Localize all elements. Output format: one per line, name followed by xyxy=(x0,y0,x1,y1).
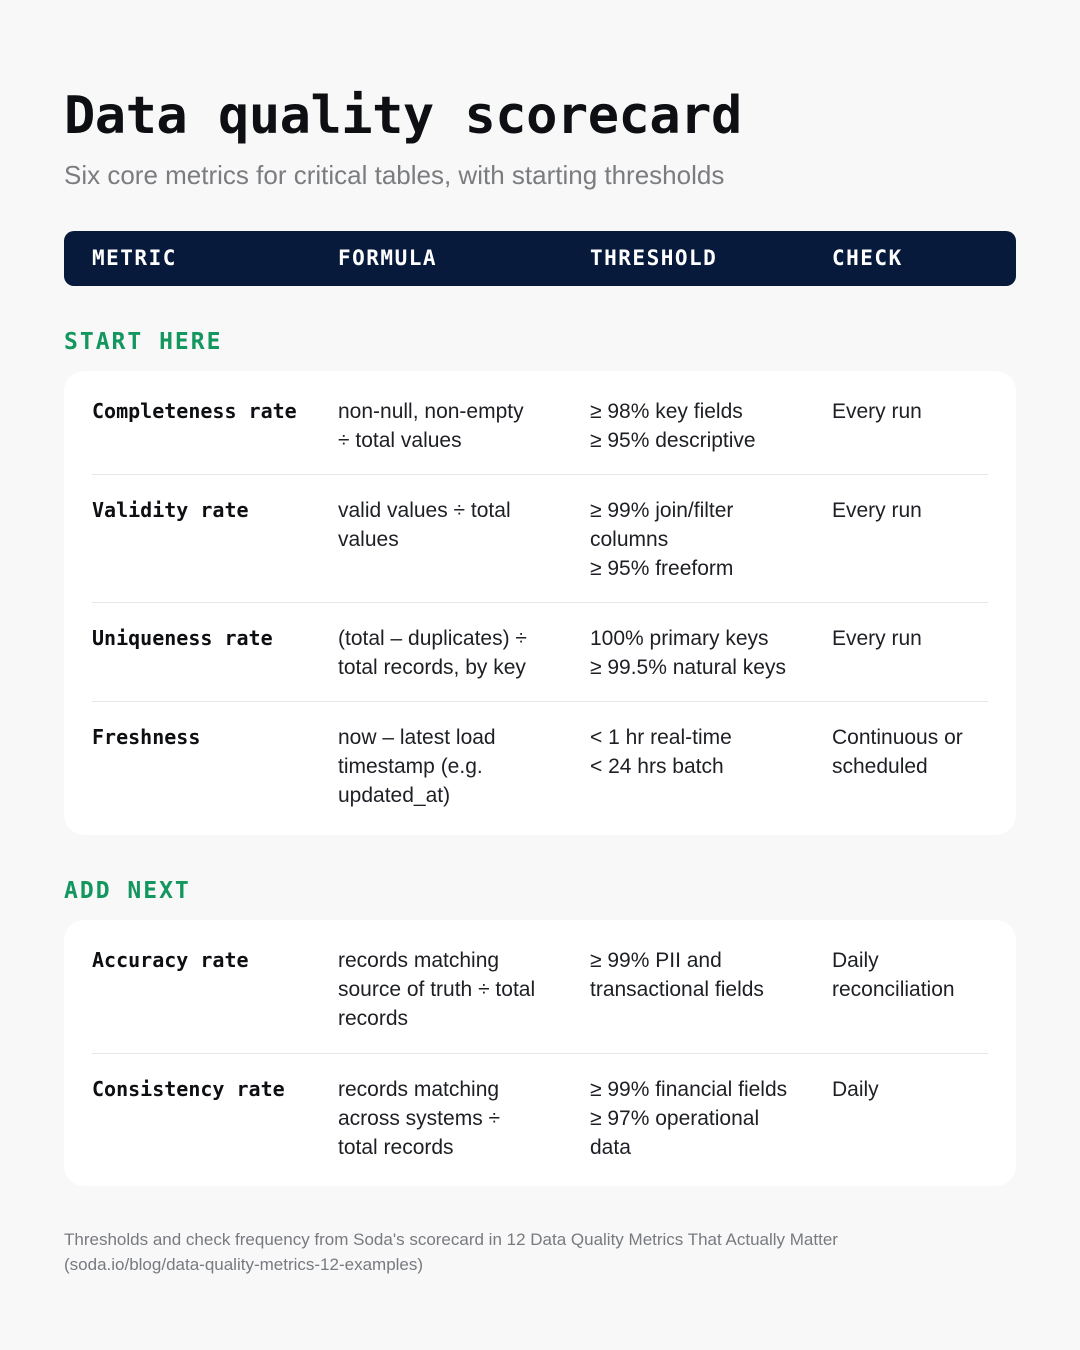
metric-threshold: 100% primary keys ≥ 99.5% natural keys xyxy=(590,627,786,679)
metric-threshold: ≥ 98% key fields ≥ 95% descriptive xyxy=(590,400,756,452)
metric-formula: non-null, non-empty ÷ total values xyxy=(338,400,524,452)
table-header xyxy=(64,231,1016,286)
metric-threshold: ≥ 99% join/filter columns ≥ 95% freeform xyxy=(590,499,734,580)
header-formula: FORMULA xyxy=(338,246,438,270)
metric-formula: (total – duplicates) ÷ total records, by key xyxy=(338,627,527,679)
section-label-add-next: ADD NEXT xyxy=(64,878,191,904)
row-divider xyxy=(92,474,988,475)
metric-threshold: ≥ 99% financial fields ≥ 97% operational data xyxy=(590,1078,788,1159)
metric-check: Daily reconciliation xyxy=(832,949,955,1001)
metric-name: Consistency rate xyxy=(92,1077,285,1101)
metric-formula: records matching across systems ÷ total records xyxy=(338,1078,501,1159)
metric-formula: valid values ÷ total values xyxy=(338,499,511,551)
section-card-add-next xyxy=(64,920,1016,1186)
page-title: Data quality scorecard xyxy=(64,86,742,146)
metric-check: Every run xyxy=(832,400,922,423)
header-threshold: THRESHOLD xyxy=(590,246,718,270)
page-subtitle: Six core metrics for critical tables, with starting thresholds xyxy=(64,160,725,190)
section-label-start-here: START HERE xyxy=(64,329,223,355)
metric-check: Continuous or scheduled xyxy=(832,726,963,778)
metric-threshold: < 1 hr real-time < 24 hrs batch xyxy=(590,726,732,778)
metric-name: Freshness xyxy=(92,725,201,749)
metric-formula: now – latest load timestamp (e.g. updated_at) xyxy=(338,726,496,807)
header-check: CHECK xyxy=(832,246,903,270)
metric-name: Validity rate xyxy=(92,498,249,522)
metric-formula: records matching source of truth ÷ total records xyxy=(338,949,536,1030)
row-divider xyxy=(92,602,988,603)
source-footnote: Thresholds and check frequency from Soda's scorecard in 12 Data Quality Metrics That Actually Matter (soda.io/blog/data-quality-metrics-12-examples) xyxy=(64,1230,838,1274)
metric-name: Uniqueness rate xyxy=(92,626,273,650)
metric-name: Completeness rate xyxy=(92,399,297,423)
header-metric: METRIC xyxy=(92,246,177,270)
section-card-start-here xyxy=(64,371,1016,835)
metric-check: Every run xyxy=(832,499,922,522)
metric-check: Every run xyxy=(832,627,922,650)
metric-check: Daily xyxy=(832,1078,879,1101)
row-divider xyxy=(92,701,988,702)
metric-threshold: ≥ 99% PII and transactional fields xyxy=(590,949,764,1001)
row-divider xyxy=(92,1053,988,1054)
metric-name: Accuracy rate xyxy=(92,948,249,972)
